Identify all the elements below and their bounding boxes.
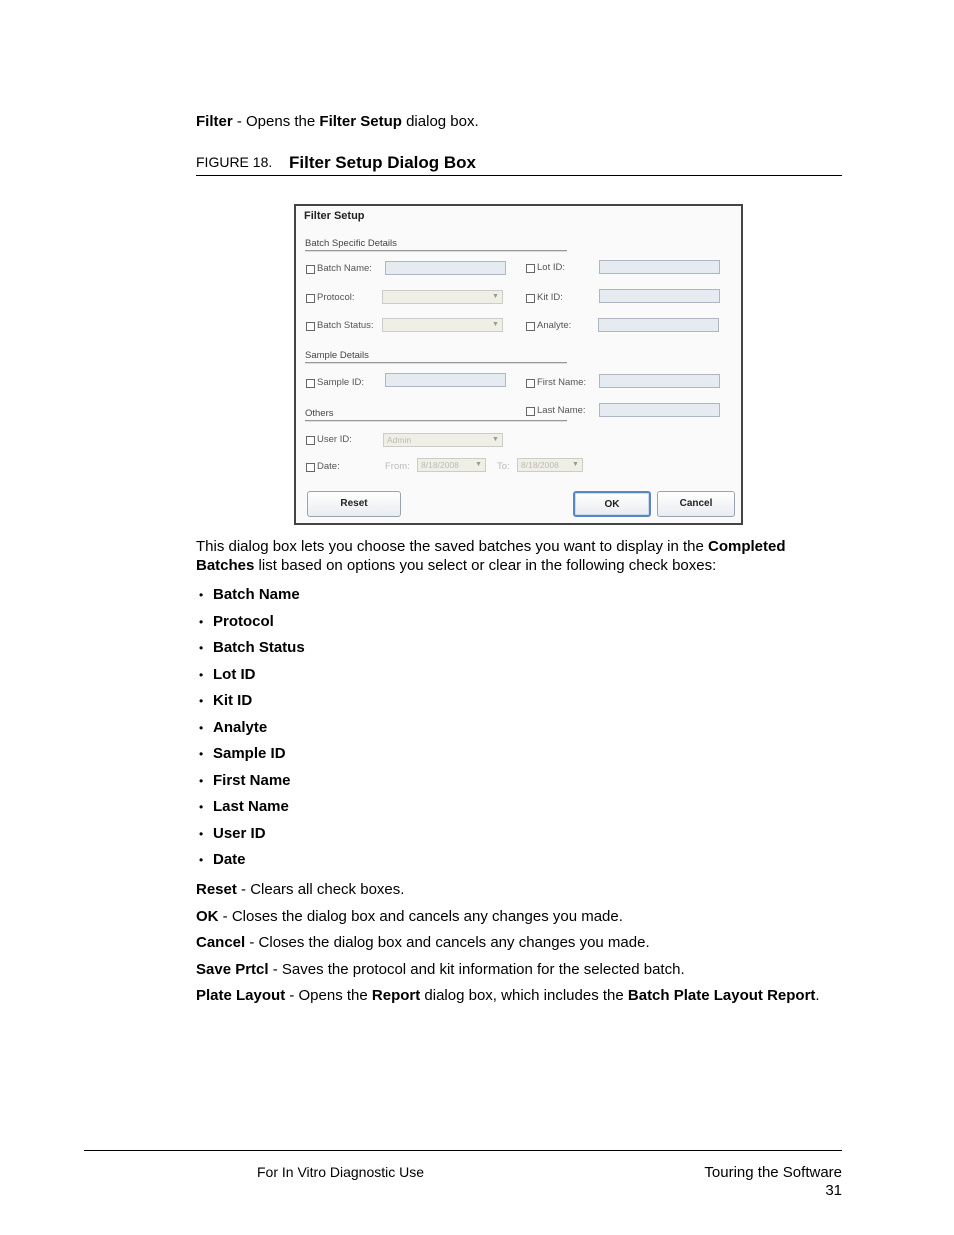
kit-id-input[interactable] [599,289,720,303]
section-divider [305,420,567,422]
user-id-label: User ID: [317,434,352,445]
user-id-checkbox[interactable] [306,436,315,445]
first-name-label: First Name: [537,377,587,388]
sample-id-label: Sample ID: [317,377,364,388]
date-from-label: From: [385,461,410,472]
filter-setup-dialog [294,204,743,525]
section-divider [305,250,567,252]
first-name-checkbox[interactable] [526,379,535,388]
batch-name-label: Batch Name: [317,263,372,274]
batch-status-checkbox[interactable] [306,322,315,331]
list-item: • Sample ID [196,745,305,772]
figure-title: Filter Setup Dialog Box [289,153,477,172]
checkbox-option-list [196,586,305,878]
figure-rule [196,175,842,176]
list-item: • Lot ID [196,666,305,693]
protocol-label: Protocol: [317,292,355,303]
list-item: • User ID [196,825,305,852]
footer-left: For In Vitro Diagnostic Use [257,1164,425,1180]
definition-cancel: Cancel - Closes the dialog box and cancels any changes you made. [196,934,650,951]
user-id-value: Admin [387,435,412,445]
chevron-down-icon: ▼ [572,461,579,468]
date-checkbox[interactable] [306,463,315,472]
lot-id-input[interactable] [599,260,720,274]
sample-id-checkbox[interactable] [306,379,315,388]
sample-id-input[interactable] [385,373,506,387]
date-to-value: 8/18/2008 [521,460,559,470]
list-item: • Date [196,851,305,878]
cancel-button[interactable]: Cancel [657,491,735,517]
first-name-input[interactable] [599,374,720,388]
figure-number: FIGURE 18. [196,154,273,170]
analyte-input[interactable] [598,318,719,332]
analyte-checkbox[interactable] [526,322,535,331]
description-paragraph: This dialog box lets you choose the saved batches you want to display in the Completed Batches list based on options you select or clear in the following check boxes: [196,538,786,574]
definition-save-prtcl: Save Prtcl - Saves the protocol and kit information for the selected batch. [196,961,685,978]
section-others: Others [305,408,334,419]
lot-id-label: Lot ID: [537,262,565,273]
footer-section: Touring the Software [704,1164,842,1181]
footer-rule [84,1150,842,1151]
list-item: • Batch Name [196,586,305,613]
batch-name-checkbox[interactable] [306,265,315,274]
date-to-picker[interactable] [517,458,583,472]
user-id-select[interactable] [383,433,503,447]
chevron-down-icon: ▼ [475,461,482,468]
section-batch-details: Batch Specific Details [305,238,397,249]
intro-line: Filter - Opens the Filter Setup dialog box. [196,113,479,130]
batch-status-label: Batch Status: [317,320,374,331]
last-name-checkbox[interactable] [526,407,535,416]
date-to-label: To: [497,461,510,472]
batch-status-select[interactable] [382,318,503,332]
list-item: • Analyte [196,719,305,746]
protocol-select[interactable] [382,290,503,304]
page-number: 31 [825,1182,842,1199]
reset-button[interactable]: Reset [307,491,401,517]
kit-id-checkbox[interactable] [526,294,535,303]
date-from-picker[interactable] [417,458,486,472]
last-name-input[interactable] [599,403,720,417]
chevron-down-icon: ▼ [492,321,499,328]
protocol-checkbox[interactable] [306,294,315,303]
chevron-down-icon: ▼ [492,293,499,300]
lot-id-checkbox[interactable] [526,264,535,273]
kit-id-label: Kit ID: [537,292,563,303]
list-item: • Protocol [196,613,305,640]
list-item: • First Name [196,772,305,799]
dialog-title: Filter Setup [304,210,365,222]
batch-name-input[interactable] [385,261,506,275]
date-label: Date: [317,461,340,472]
list-item: • Batch Status [196,639,305,666]
analyte-label: Analyte: [537,320,572,331]
chevron-down-icon: ▼ [492,436,499,443]
definition-ok: OK - Closes the dialog box and cancels any changes you made. [196,908,623,925]
list-item: • Kit ID [196,692,305,719]
section-sample-details: Sample Details [305,350,369,361]
definition-plate-layout: Plate Layout - Opens the Report dialog box, which includes the Batch Plate Layout Report. [196,987,820,1004]
last-name-label: Last Name: [537,405,586,416]
list-item: • Last Name [196,798,305,825]
section-divider [305,362,567,364]
definition-reset: Reset - Clears all check boxes. [196,881,405,898]
ok-button[interactable]: OK [573,491,651,517]
date-from-value: 8/18/2008 [421,460,459,470]
